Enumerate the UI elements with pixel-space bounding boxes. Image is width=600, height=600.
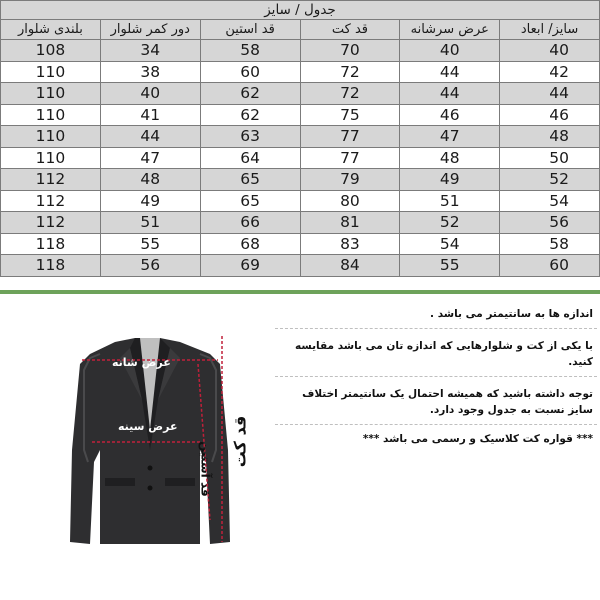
cell-pants-length: 112 — [1, 190, 101, 212]
table-row — [1, 40, 600, 62]
cell-size: 58 — [500, 233, 600, 255]
cell-sleeve: 65 — [200, 190, 300, 212]
header-shoulder: عرض سرشانه — [400, 20, 500, 40]
cell-waist: 41 — [100, 104, 200, 126]
cell-waist: 48 — [100, 169, 200, 191]
pocket-left — [105, 478, 135, 486]
cell-size: 54 — [500, 190, 600, 212]
cell-pants-length: 110 — [1, 83, 101, 105]
note-tolerance: توجه داشته باشید که همیشه احتمال یک سانتیمتر اختلاف سایز نسبت به جدول وجود دارد. — [275, 377, 597, 425]
cell-jacket-length: 84 — [300, 255, 400, 277]
notes-panel — [275, 300, 597, 453]
sleeve-label: قد آستین — [198, 441, 213, 497]
cell-shoulder: 44 — [400, 83, 500, 105]
cell-size: 46 — [500, 104, 600, 126]
header-jacket-length: قد کت — [300, 20, 400, 40]
cell-jacket-length: 81 — [300, 212, 400, 234]
table-row — [1, 104, 600, 126]
jacket-length-label: قد کت — [230, 415, 250, 468]
cell-shoulder: 49 — [400, 169, 500, 191]
cell-waist: 56 — [100, 255, 200, 277]
table-row — [1, 61, 600, 83]
cell-sleeve: 63 — [200, 126, 300, 148]
table-row — [1, 255, 600, 277]
cell-size: 52 — [500, 169, 600, 191]
cell-shoulder: 40 — [400, 40, 500, 62]
cell-waist: 38 — [100, 61, 200, 83]
cell-pants-length: 112 — [1, 169, 101, 191]
note-compare: با یکی از کت و شلوارهایی که اندازه تان می باشد مقایسه کنید. — [275, 329, 597, 377]
header-row — [1, 20, 600, 40]
header-waist: دور کمر شلوار — [100, 20, 200, 40]
table-row — [1, 169, 600, 191]
cell-waist: 34 — [100, 40, 200, 62]
cell-jacket-length: 83 — [300, 233, 400, 255]
cell-pants-length: 110 — [1, 126, 101, 148]
table-row — [1, 233, 600, 255]
cell-pants-length: 118 — [1, 255, 101, 277]
table-title: جدول / سایز — [1, 1, 600, 20]
cell-sleeve: 65 — [200, 169, 300, 191]
chest-label: عرض سینه — [118, 420, 178, 433]
cell-sleeve: 62 — [200, 104, 300, 126]
cell-jacket-length: 72 — [300, 83, 400, 105]
button-2 — [148, 486, 153, 491]
cell-shoulder: 48 — [400, 147, 500, 169]
cell-pants-length: 110 — [1, 147, 101, 169]
cell-shoulder: 52 — [400, 212, 500, 234]
cell-size: 44 — [500, 83, 600, 105]
cell-sleeve: 58 — [200, 40, 300, 62]
table-row — [1, 147, 600, 169]
cell-shoulder: 46 — [400, 104, 500, 126]
cell-jacket-length: 75 — [300, 104, 400, 126]
cell-waist: 51 — [100, 212, 200, 234]
cell-jacket-length: 70 — [300, 40, 400, 62]
cell-jacket-length: 77 — [300, 126, 400, 148]
cell-pants-length: 112 — [1, 212, 101, 234]
cell-sleeve: 69 — [200, 255, 300, 277]
cell-shoulder: 54 — [400, 233, 500, 255]
cell-jacket-length: 72 — [300, 61, 400, 83]
cell-pants-length: 110 — [1, 61, 101, 83]
cell-size: 48 — [500, 126, 600, 148]
note-units: اندازه ها به سانتیمتر می باشد . — [275, 300, 597, 329]
pocket-right — [165, 478, 195, 486]
cell-sleeve: 60 — [200, 61, 300, 83]
cell-pants-length: 110 — [1, 104, 101, 126]
table-row — [1, 83, 600, 105]
table-row — [1, 212, 600, 234]
cell-shoulder: 55 — [400, 255, 500, 277]
cell-size: 60 — [500, 255, 600, 277]
shoulder-label: عرض شانه — [112, 356, 171, 369]
table-row — [1, 126, 600, 148]
cell-shoulder: 44 — [400, 61, 500, 83]
size-table — [0, 0, 600, 277]
cell-size: 42 — [500, 61, 600, 83]
cell-sleeve: 64 — [200, 147, 300, 169]
cell-shoulder: 51 — [400, 190, 500, 212]
cell-sleeve: 68 — [200, 233, 300, 255]
cell-waist: 49 — [100, 190, 200, 212]
cell-jacket-length: 79 — [300, 169, 400, 191]
size-table-container — [0, 0, 600, 294]
cell-pants-length: 118 — [1, 233, 101, 255]
header-size: سایز/ ابعاد — [500, 20, 600, 40]
cell-waist: 47 — [100, 147, 200, 169]
header-pants-length: بلندی شلوار — [1, 20, 101, 40]
button-1 — [148, 466, 153, 471]
cell-waist: 55 — [100, 233, 200, 255]
cell-shoulder: 47 — [400, 126, 500, 148]
cell-size: 56 — [500, 212, 600, 234]
note-style: *** قواره کت کلاسیک و رسمی می باشد *** — [362, 433, 593, 445]
cell-size: 40 — [500, 40, 600, 62]
cell-pants-length: 108 — [1, 40, 101, 62]
table-row — [1, 190, 600, 212]
cell-waist: 44 — [100, 126, 200, 148]
cell-sleeve: 66 — [200, 212, 300, 234]
header-sleeve: قد استین — [200, 20, 300, 40]
cell-sleeve: 62 — [200, 83, 300, 105]
cell-jacket-length: 80 — [300, 190, 400, 212]
cell-jacket-length: 77 — [300, 147, 400, 169]
cell-waist: 40 — [100, 83, 200, 105]
cell-size: 50 — [500, 147, 600, 169]
